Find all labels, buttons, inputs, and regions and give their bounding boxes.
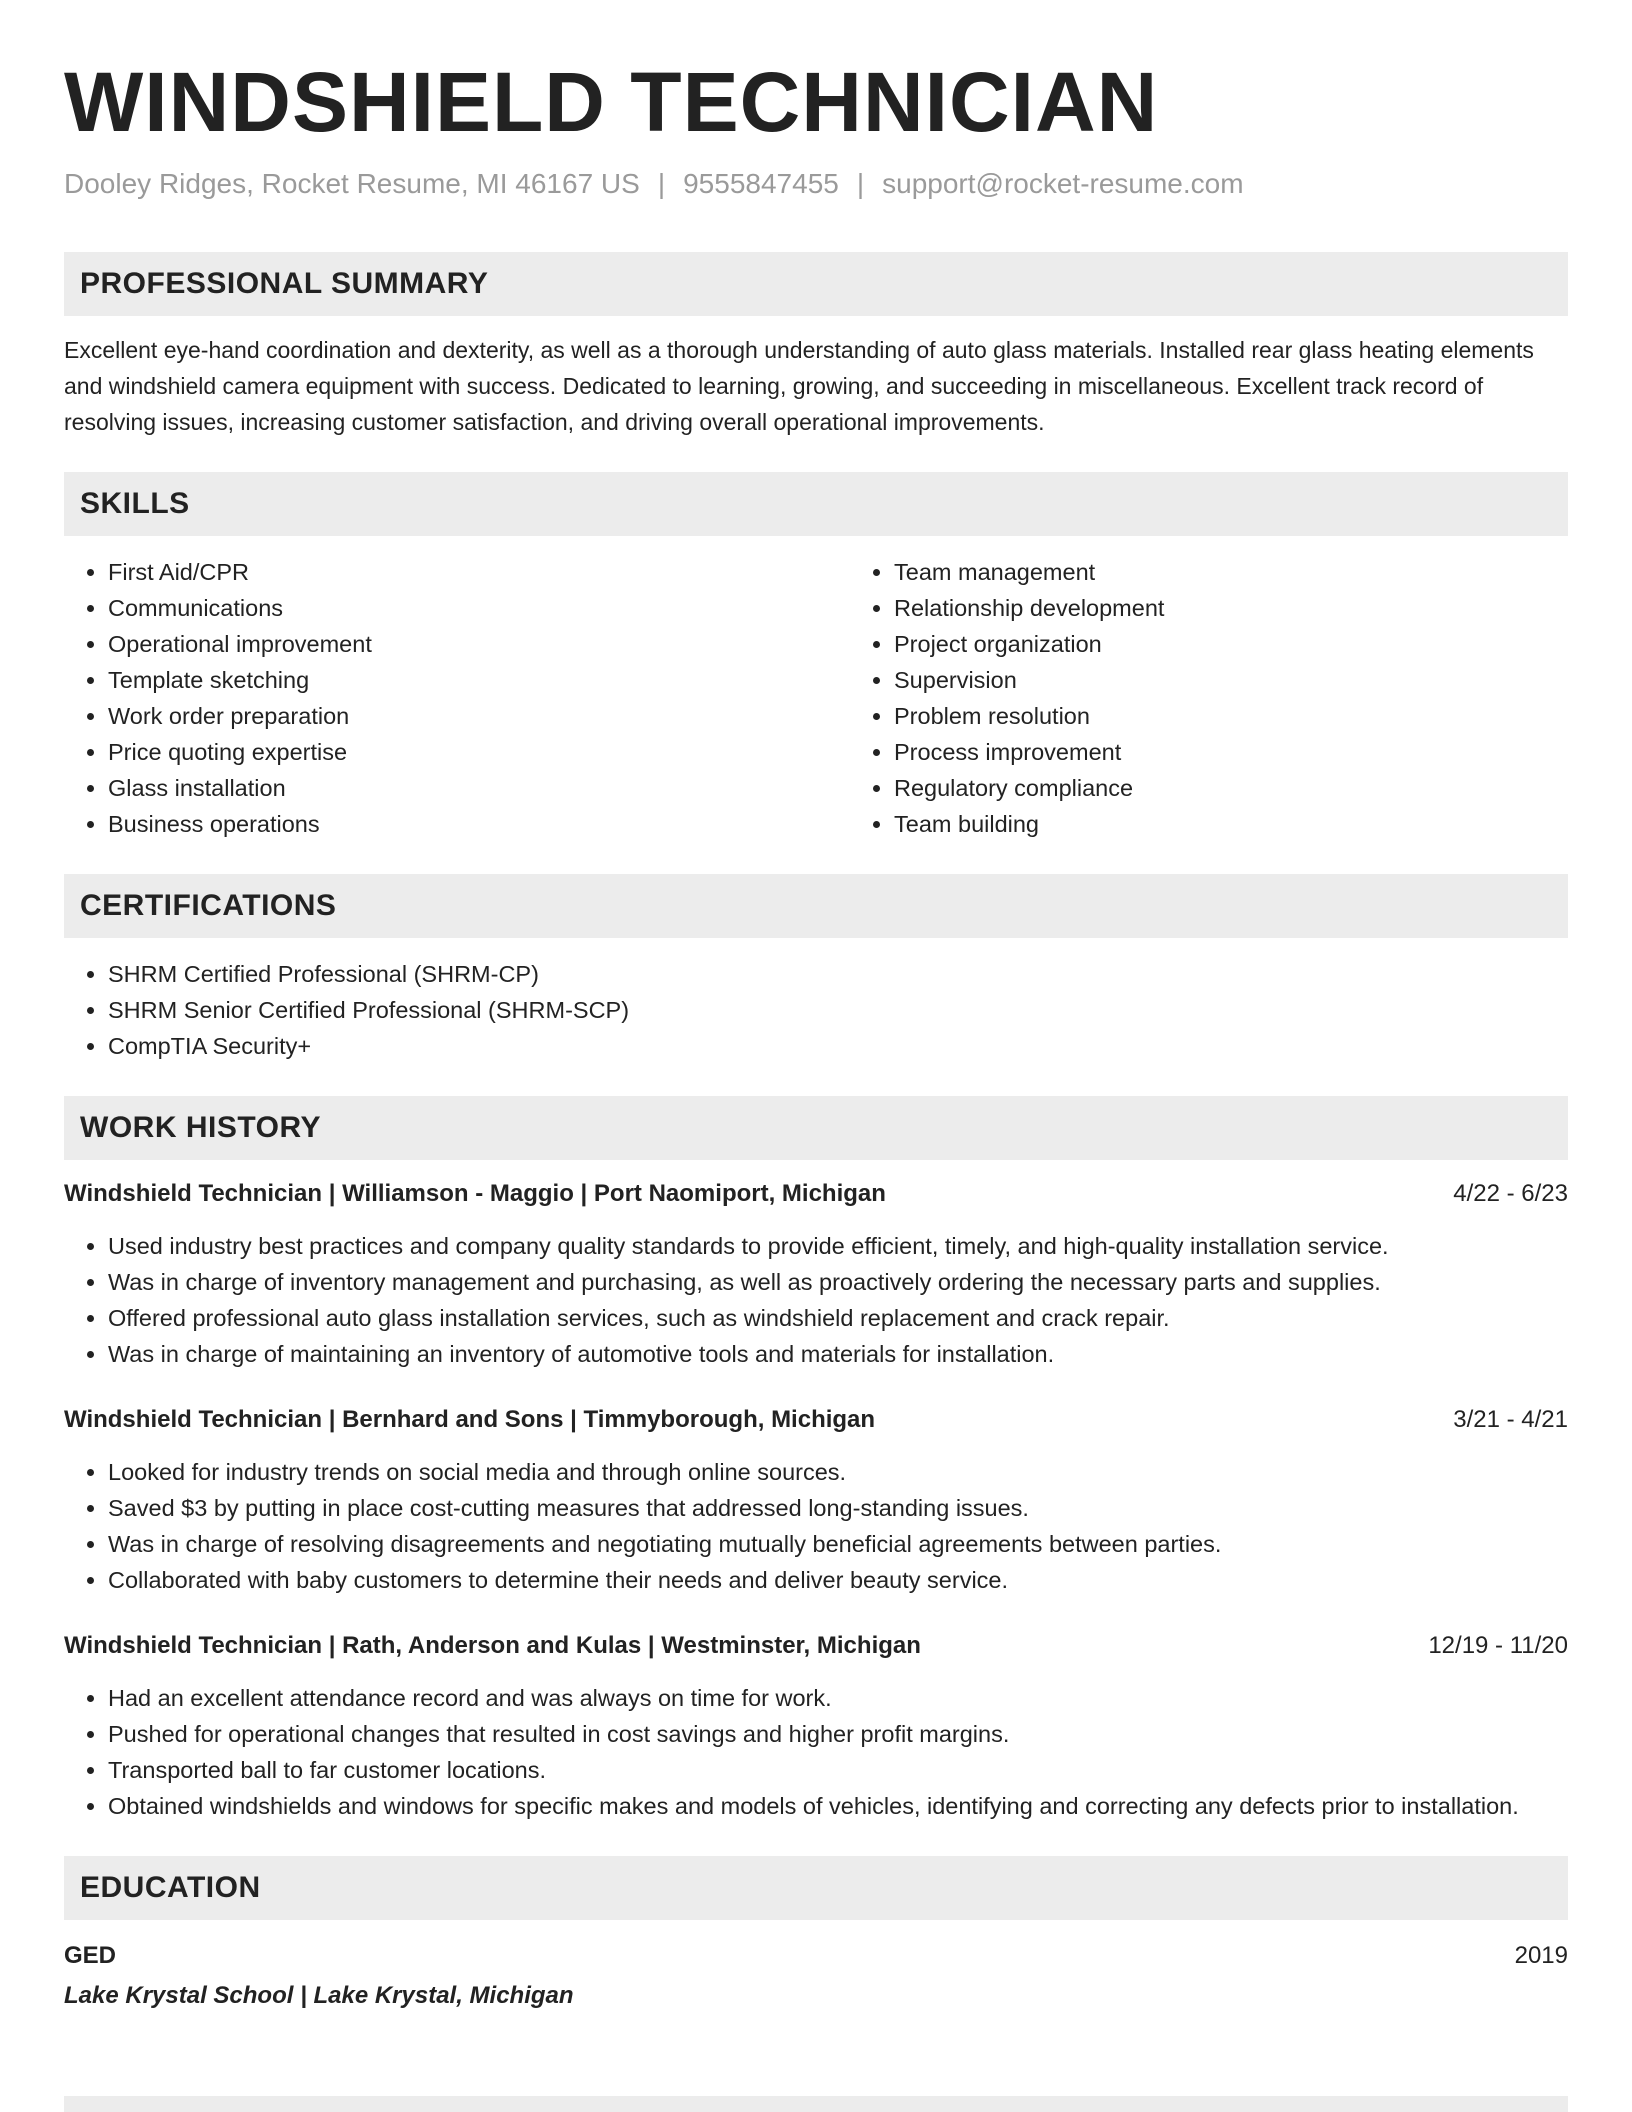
education-header (64, 1938, 1568, 1974)
resume-title: WINDSHIELD TECHNICIAN (64, 55, 1159, 149)
section-header-work-history: WORK HISTORY (64, 1096, 1568, 1160)
section-header-certifications: CERTIFICATIONS (64, 874, 1568, 938)
section-header-skills: SKILLS (64, 472, 1568, 536)
contact-address: Dooley Ridges, Rocket Resume, MI 46167 US (64, 168, 640, 199)
certification-item: • CompTIA Security+ (108, 1028, 1568, 1064)
skill-item: • First Aid/CPR (108, 554, 850, 590)
job-bullet: • Offered professional auto glass installation services, such as windshield replacement and crack repair. (108, 1300, 1568, 1336)
skill-item: • Communications (108, 590, 850, 626)
job-bullet: • Had an excellent attendance record and was always on time for work. (108, 1680, 1568, 1716)
summary-text: Excellent eye-hand coordination and dexterity, as well as a thorough understanding of auto glass materials. Installed rear glass heating elements and windshield camera equipment with success. Dedicated to learning, growing, and succeeding in miscellaneous. Excellent track record of resolving issues, increasing customer satisfaction, and driving overall operational improvements. (64, 337, 1534, 435)
job-entry (64, 1628, 1568, 1824)
skill-item: • Template sketching (108, 662, 850, 698)
section-header-summary: PROFESSIONAL SUMMARY (64, 252, 1568, 316)
job-dates: 4/22 - 6/23 (1453, 1180, 1568, 1207)
skill-item: • Glass installation (108, 770, 850, 806)
skill-item: • Process improvement (894, 734, 1568, 770)
job-bullets (64, 1454, 1568, 1598)
job-bullet: • Was in charge of inventory management and purchasing, as well as proactively ordering the necessary parts and supplies. (108, 1264, 1568, 1300)
skills-list-right (850, 554, 1568, 842)
education-entry (64, 1938, 1568, 2014)
job-heading: Windshield Technician | Williamson - Maggio | Port Naomiport, Michigan (64, 1180, 886, 1207)
job-heading: Windshield Technician | Bernhard and Sons | Timmyborough, Michigan (64, 1406, 876, 1433)
contact-separator: | (657, 168, 666, 199)
job-header (64, 1176, 1568, 1212)
job-dates: 3/21 - 4/21 (1453, 1406, 1568, 1433)
job-heading: Windshield Technician | Rath, Anderson and Kulas | Westminster, Michigan (64, 1632, 921, 1659)
certification-item: • SHRM Certified Professional (SHRM-CP) (108, 956, 1568, 992)
contact-phone: 9555847455 (683, 168, 839, 199)
job-header (64, 1402, 1568, 1438)
job-entry (64, 1176, 1568, 1372)
skills-columns (64, 554, 1568, 842)
job-bullet: • Pushed for operational changes that resulted in cost savings and higher profit margins. (108, 1716, 1568, 1752)
job-bullets (64, 1228, 1568, 1372)
job-bullet: • Was in charge of maintaining an inventory of automotive tools and materials for installation. (108, 1336, 1568, 1372)
job-bullet: • Obtained windshields and windows for specific makes and models of vehicles, identifying and correcting any defects prior to installation. (108, 1788, 1568, 1824)
job-bullet: • Used industry best practices and company quality standards to provide efficient, timely, and high-quality installation service. (108, 1228, 1568, 1264)
education-year: 2019 (1514, 1942, 1568, 1969)
skills-list-left (64, 554, 850, 842)
skill-item: • Work order preparation (108, 698, 850, 734)
contact-email: support@rocket-resume.com (882, 168, 1244, 199)
contact-separator: | (856, 168, 865, 199)
section-header-education: EDUCATION (64, 1856, 1568, 1920)
job-bullets (64, 1680, 1568, 1824)
skill-item: • Project organization (894, 626, 1568, 662)
job-bullet: • Was in charge of resolving disagreements and negotiating mutually beneficial agreements between parties. (108, 1526, 1568, 1562)
job-bullet: • Looked for industry trends on social media and through online sources. (108, 1454, 1568, 1490)
job-dates: 12/19 - 11/20 (1428, 1632, 1568, 1659)
skill-item: • Price quoting expertise (108, 734, 850, 770)
skill-item: • Operational improvement (108, 626, 850, 662)
skill-item: • Regulatory compliance (894, 770, 1568, 806)
job-bullet: • Transported ball to far customer locations. (108, 1752, 1568, 1788)
education-degree: GED (64, 1942, 117, 1969)
certification-item: • SHRM Senior Certified Professional (SHRM-SCP) (108, 992, 1568, 1028)
job-header (64, 1628, 1568, 1664)
skill-item: • Supervision (894, 662, 1568, 698)
job-entry (64, 1402, 1568, 1598)
skill-item: • Problem resolution (894, 698, 1568, 734)
job-bullet: • Collaborated with baby customers to determine their needs and deliver beauty service. (108, 1562, 1568, 1598)
next-section-header-band (64, 2096, 1568, 2112)
certifications-list (64, 956, 1568, 1064)
skill-item: • Team building (894, 806, 1568, 842)
skill-item: • Team management (894, 554, 1568, 590)
education-school: Lake Krystal School | Lake Krystal, Michigan (64, 1982, 574, 2009)
skill-item: • Relationship development (894, 590, 1568, 626)
contact-line (64, 166, 1568, 202)
job-bullet: • Saved $3 by putting in place cost-cutting measures that addressed long-standing issues. (108, 1490, 1568, 1526)
skill-item: • Business operations (108, 806, 850, 842)
